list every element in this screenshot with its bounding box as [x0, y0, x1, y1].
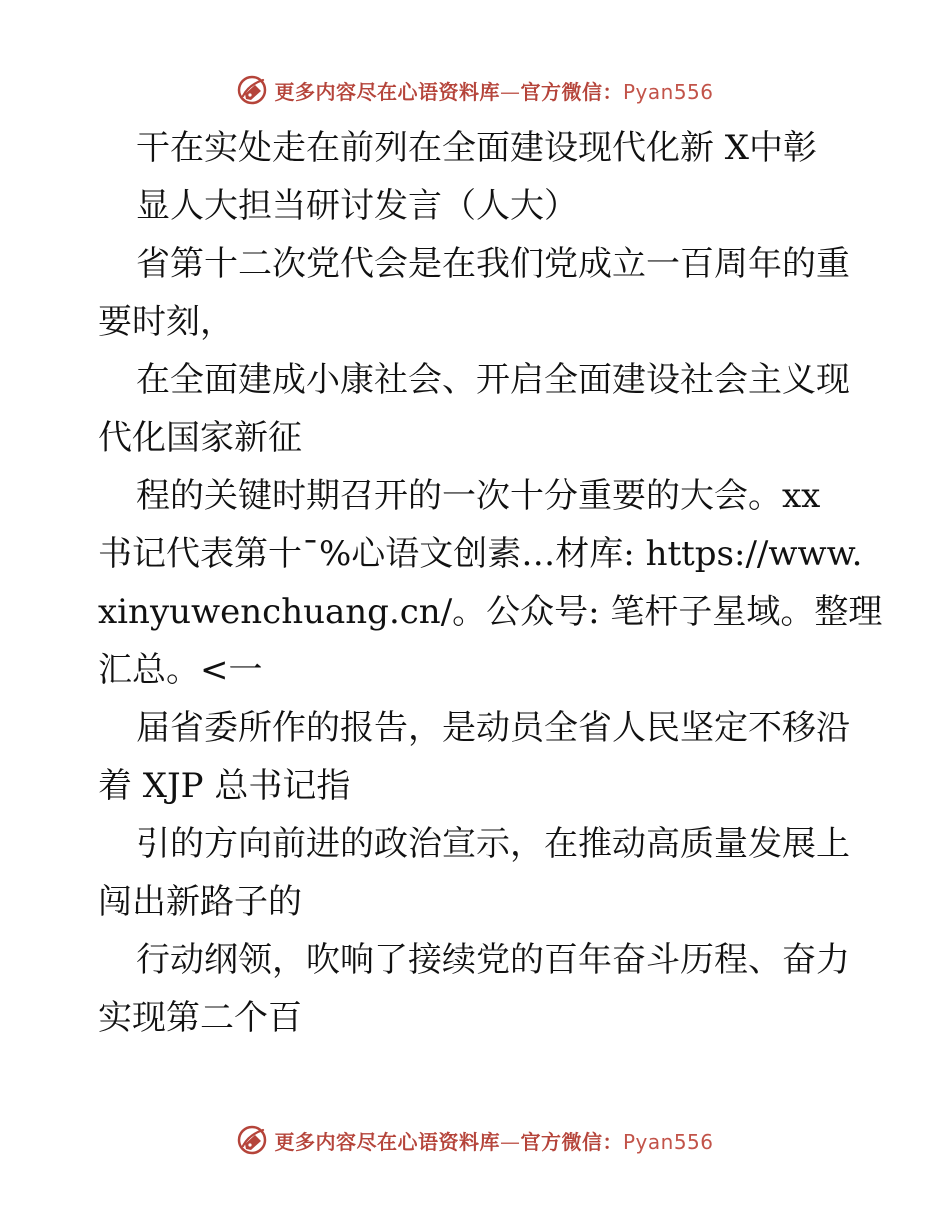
text-line: 干在实处走在前列在全面建设现代化新 X中彰	[136, 128, 818, 168]
watermark-wechat-id: Pyan556	[622, 1129, 714, 1154]
header-watermark	[0, 70, 950, 110]
text-line: 程的关键时期召开的一次十分重要的大会。xx	[136, 476, 821, 516]
watermark-wechat-id: Pyan556	[622, 79, 714, 104]
document-body	[98, 119, 883, 1047]
text-line: 实现第二个百	[98, 998, 302, 1038]
text-line: 汇总。<一	[98, 650, 263, 690]
watermark-text	[274, 76, 713, 105]
watermark-separator: —	[499, 1129, 521, 1154]
text-line: 着 XJP 总书记指	[98, 766, 351, 806]
text-line: 书记代表第十¯%心语文创素…材库: https://www.	[98, 534, 863, 574]
pen-logo-icon	[236, 1124, 268, 1156]
text-line: 代化国家新征	[98, 418, 302, 458]
text-line: xinyuwenchuang.cn/。公众号: 笔杆子星域。整理	[98, 592, 883, 632]
footer-watermark	[0, 1120, 950, 1160]
watermark-separator: —	[499, 79, 521, 104]
text-line: 在全面建成小康社会、开启全面建设社会主义现	[136, 360, 850, 400]
text-line: 届省委所作的报告，是动员全省人民坚定不移沿	[136, 708, 850, 748]
watermark-site: 更多内容尽在心语资料库	[274, 1129, 500, 1154]
text-line: 省第十二次党代会是在我们党成立一百周年的重	[136, 244, 850, 284]
text-line: 行动纲领，吹响了接续党的百年奋斗历程、奋力	[136, 940, 850, 980]
text-line: 显人大担当研讨发言（人大）	[136, 186, 578, 226]
text-line: 引的方向前进的政治宣示，在推动高质量发展上	[136, 824, 850, 864]
watermark-site: 更多内容尽在心语资料库	[274, 79, 500, 104]
pen-logo-icon	[236, 74, 268, 106]
watermark-label: 官方微信：	[520, 79, 623, 104]
watermark-text	[274, 1126, 713, 1155]
text-line: 要时刻，	[98, 302, 234, 342]
text-line: 闯出新路子的	[98, 882, 302, 922]
watermark-label: 官方微信：	[520, 1129, 623, 1154]
